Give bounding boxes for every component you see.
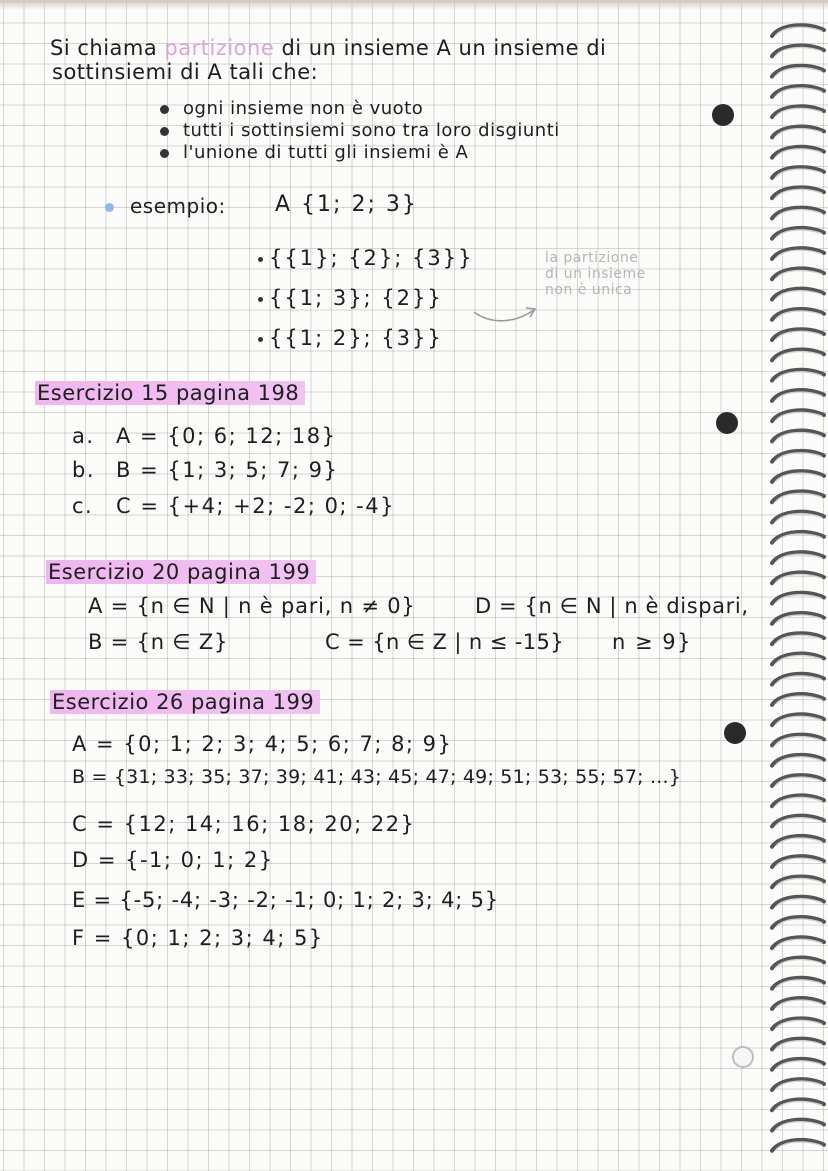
exercise-heading xyxy=(50,690,320,714)
spiral-coil xyxy=(772,795,824,806)
spiral-coil xyxy=(772,1039,824,1050)
spiral-coil xyxy=(772,654,824,665)
exercise-title: Esercizio 20 pagina 199 xyxy=(46,560,316,584)
exercise-item xyxy=(72,424,336,448)
exercise-heading xyxy=(46,560,316,584)
spiral-coil xyxy=(772,410,824,421)
spiral-coil xyxy=(772,1120,824,1131)
spiral-coil xyxy=(772,613,824,624)
spiral-coil xyxy=(772,1099,824,1110)
spiral-coil xyxy=(772,390,824,401)
item-label: a. xyxy=(72,424,95,448)
partition-item xyxy=(258,246,473,270)
spiral-coil xyxy=(772,755,824,766)
partition-text: {{1; 3}; {2}} xyxy=(269,286,443,310)
exercise-heading xyxy=(35,381,305,405)
spiral-coil xyxy=(772,552,824,563)
exercise-item xyxy=(72,458,338,482)
spiral-coil xyxy=(772,572,824,583)
spiral-coil xyxy=(772,106,824,117)
spiral-coil xyxy=(772,370,824,381)
exercise-title: Esercizio 15 pagina 198 xyxy=(35,381,305,405)
punch-hole xyxy=(732,1046,754,1068)
condition-item xyxy=(160,98,423,119)
spiral-coil xyxy=(772,633,824,644)
spiral-coil xyxy=(772,937,824,948)
exercise-title: Esercizio 26 pagina 199 xyxy=(50,690,320,714)
spiral-coil xyxy=(772,25,824,36)
spiral-coil xyxy=(772,349,824,360)
partition-item xyxy=(258,286,443,310)
definition-line-2: sottinsiemi di A tali che: xyxy=(52,60,319,84)
spiral-coil xyxy=(772,329,824,340)
bullet-icon xyxy=(160,127,169,136)
note-line: non è unica xyxy=(545,282,633,298)
spiral-coil xyxy=(772,471,824,482)
set-line: C = {12; 14; 16; 18; 20; 22} xyxy=(72,812,416,836)
spiral-coil xyxy=(772,45,824,56)
item-label: b. xyxy=(72,458,96,482)
partition-item xyxy=(258,326,443,350)
arrow-icon xyxy=(470,298,540,328)
spiral-coil xyxy=(772,268,824,279)
punch-hole xyxy=(724,722,746,744)
spiral-coil xyxy=(772,1140,824,1151)
definition-text-end: di un insieme A un insieme di xyxy=(281,36,607,60)
spiral-coil xyxy=(772,127,824,138)
set-definition-a: A = {n ∈ N | n è pari, n ≠ 0} xyxy=(88,594,416,618)
bullet-icon xyxy=(105,203,114,212)
set-line: A = {0; 1; 2; 3; 4; 5; 6; 7; 8; 9} xyxy=(72,732,453,756)
spiral-coil xyxy=(772,958,824,969)
set-line: E = {-5; -4; -3; -2; -1; 0; 1; 2; 3; 4; 5} xyxy=(72,888,499,912)
spiral-coil xyxy=(772,289,824,300)
example-label-row xyxy=(105,194,226,218)
spiral-coil xyxy=(772,187,824,198)
condition-text: ogni insieme non è vuoto xyxy=(183,98,424,119)
set-definition-b: B = {n ∈ Z} xyxy=(88,630,229,654)
bullet-icon xyxy=(258,297,263,302)
definition-text-start: Si chiama xyxy=(50,36,158,60)
spiral-coil xyxy=(772,917,824,928)
set-definition-d-continued: n ≥ 9} xyxy=(612,630,692,654)
spiral-coil xyxy=(772,856,824,867)
spiral-coil xyxy=(772,1079,824,1090)
spiral-coil xyxy=(772,998,824,1009)
spiral-coil xyxy=(772,674,824,685)
note-line: la partizione xyxy=(545,250,639,266)
exercise-item xyxy=(72,494,395,518)
spiral-coil xyxy=(772,714,824,725)
spiral-coil xyxy=(772,309,824,320)
example-label: esempio: xyxy=(130,194,226,218)
partition-text: {{1; 2}; {3}} xyxy=(269,326,443,350)
bullet-icon xyxy=(258,337,263,342)
spiral-coil xyxy=(772,1059,824,1070)
condition-item xyxy=(160,142,468,163)
spiral-coil xyxy=(772,431,824,442)
note-line: di un insieme xyxy=(545,266,646,282)
spiral-coil xyxy=(772,593,824,604)
example-set: A {1; 2; 3} xyxy=(275,192,418,217)
spiral-coil xyxy=(772,66,824,77)
spiral-coil xyxy=(772,836,824,847)
bullet-icon xyxy=(160,149,169,158)
definition-term: partizione xyxy=(164,36,275,60)
spiral-coil xyxy=(772,694,824,705)
spiral-coil xyxy=(772,897,824,908)
set-line: D = {-1; 0; 1; 2} xyxy=(72,848,274,872)
set-line: F = {0; 1; 2; 3; 4; 5} xyxy=(72,926,324,950)
spiral-binding xyxy=(770,20,828,1160)
spiral-coil xyxy=(772,978,824,989)
condition-text: tutti i sottinsiemi sono tra loro disgiunti xyxy=(183,120,560,141)
spiral-coil xyxy=(772,86,824,97)
set-line: B = {31; 33; 35; 37; 39; 41; 43; 45; 47; 49; 51; 53; 55; 57; ...} xyxy=(72,766,681,788)
item-text: A = {0; 6; 12; 18} xyxy=(116,424,337,448)
spiral-coil xyxy=(772,248,824,259)
spiral-coil xyxy=(772,876,824,887)
punch-hole xyxy=(712,104,734,126)
definition-line-1 xyxy=(50,36,606,60)
spiral-coil xyxy=(772,491,824,502)
spiral-coil xyxy=(772,532,824,543)
item-text: C = {+4; +2; -2; 0; -4} xyxy=(116,494,395,518)
set-definition-d: D = {n ∈ N | n è dispari, xyxy=(475,594,749,618)
spiral-coil xyxy=(772,451,824,462)
bullet-icon xyxy=(160,105,169,114)
punch-hole xyxy=(716,412,738,434)
example-note xyxy=(545,250,646,298)
set-definition-c: C = {n ∈ Z | n ≤ -15} xyxy=(325,630,565,654)
bullet-icon xyxy=(258,257,263,262)
item-label: c. xyxy=(72,494,94,518)
page-top-edge xyxy=(0,0,828,10)
condition-item xyxy=(160,120,560,141)
spiral-coil xyxy=(772,228,824,239)
item-text: B = {1; 3; 5; 7; 9} xyxy=(116,458,339,482)
spiral-coil xyxy=(772,735,824,746)
partition-text: {{1}; {2}; {3}} xyxy=(269,246,474,270)
spiral-coil xyxy=(772,147,824,158)
spiral-coil xyxy=(772,167,824,178)
spiral-coil xyxy=(772,512,824,523)
spiral-coil xyxy=(772,816,824,827)
condition-text: l'unione di tutti gli insiemi è A xyxy=(183,142,469,163)
spiral-coil xyxy=(772,1018,824,1029)
spiral-coil xyxy=(772,775,824,786)
spiral-coil xyxy=(772,208,824,219)
